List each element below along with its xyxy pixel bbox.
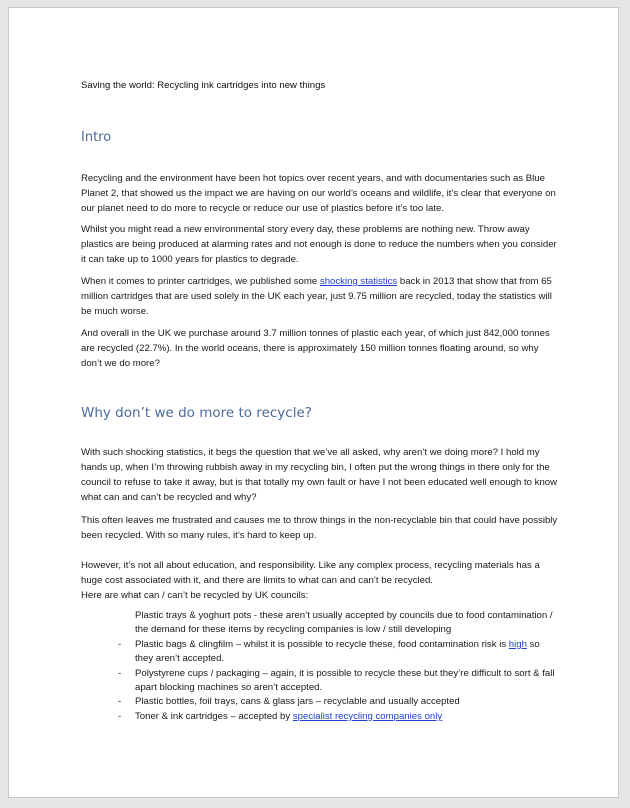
dash-bullet: - (118, 710, 122, 722)
high-link[interactable]: high (508, 638, 527, 650)
paragraph-intro-1: Recycling and the environment have been hot topics over recent years, and with documentaries such as Blue Planet 2, that showed us the impact we are having on our world’s oceans and wildlife, it’s clear that everyone on our planet need to do more to recycle or reduce our use of plastics before it’s too late. (81, 173, 556, 214)
list-item-text: Toner & ink cartridges – accepted by (135, 710, 293, 722)
list-item-text: Plastic bottles, foil trays, cans & glass jars – recyclable and usually accepted (135, 696, 460, 708)
list-item (81, 667, 559, 696)
paragraph-why-2: This often leaves me frustrated and causes me to throw things in the non-recyclable bin that could have possibly been recycled. With so many rules, it’s hard to keep up. (81, 515, 558, 541)
paragraph-intro-3 (81, 274, 559, 319)
paragraph-text: When it comes to printer cartridges, we published some (81, 276, 320, 287)
dash-bullet: - (118, 696, 122, 708)
list-item (81, 695, 559, 709)
list-item (81, 609, 559, 638)
shocking-statistics-link[interactable]: shocking statistics (319, 276, 398, 287)
list-item-text: so they aren’t accepted. (135, 638, 540, 665)
recycling-list (81, 609, 559, 724)
paragraph-why-4: Here are what can / can’t be recycled by UK councils: (81, 590, 309, 601)
paragraph-why-3: However, it’s not all about education, and responsibility. Like any complex process, recycling materials has a huge cost associated with it, and there are limits to what can and can’t be recycled. (81, 560, 540, 586)
list-item-text: Plastic trays & yoghurt pots - these aren’t usually accepted by councils due to food contamination / the demand for these items by recycling companies is low / still developing (135, 610, 553, 636)
list-item (81, 710, 559, 724)
specialist-recycling-link[interactable]: specialist recycling companies only (292, 710, 443, 722)
dash-bullet: - (118, 638, 122, 650)
list-item (81, 638, 559, 667)
paragraph-why-1: With such shocking statistics, it begs the question that we’ve all asked, why aren’t we doing more? I hold my hands up, when I’m throwing rubbish away in my recycling bin, I often put the wrong things in there only for the council to refuse to take it away, but is that totally my own fault or have I not been educated well enough to know what can and can’t be recycled and why? (81, 447, 558, 503)
heading-intro: Intro (81, 130, 112, 145)
dash-bullet: - (118, 667, 122, 679)
paragraph-intro-2: Whilst you might read a new environmental story every day, these problems are nothing new. Throw away plastics are being produced at alarming rates and not enough is done to reduce the numbers when you consider it can take up to 1000 years for plastics to degrade. (81, 224, 557, 265)
heading-why-recycle: Why don’t we do more to recycle? (81, 405, 312, 421)
list-item-text: Plastic bags & clingfilm – whilst it is possible to recycle these, food contamination risk is (135, 638, 509, 650)
document-title: Saving the world: Recycling ink cartridges into new things (81, 80, 326, 91)
paragraph-text: back in 2013 that show that from 65 million cartridges that are used solely in the UK each year, just 9.75 million are recycled, today the statistics will be much worse. (81, 276, 552, 317)
list-item-text: Polystyrene cups / packaging – again, it is possible to recycle these but they’re difficult to sort & fall apart blocking machines so aren’t accepted. (135, 667, 555, 694)
document-page (8, 7, 619, 798)
paragraph-intro-4: And overall in the UK we purchase around 3.7 million tonnes of plastic each year, of which just 842,000 tonnes are recycled (22.7%). In the world oceans, there is approximately 150 million tonnes floating around, so why don’t we do more? (81, 328, 550, 369)
